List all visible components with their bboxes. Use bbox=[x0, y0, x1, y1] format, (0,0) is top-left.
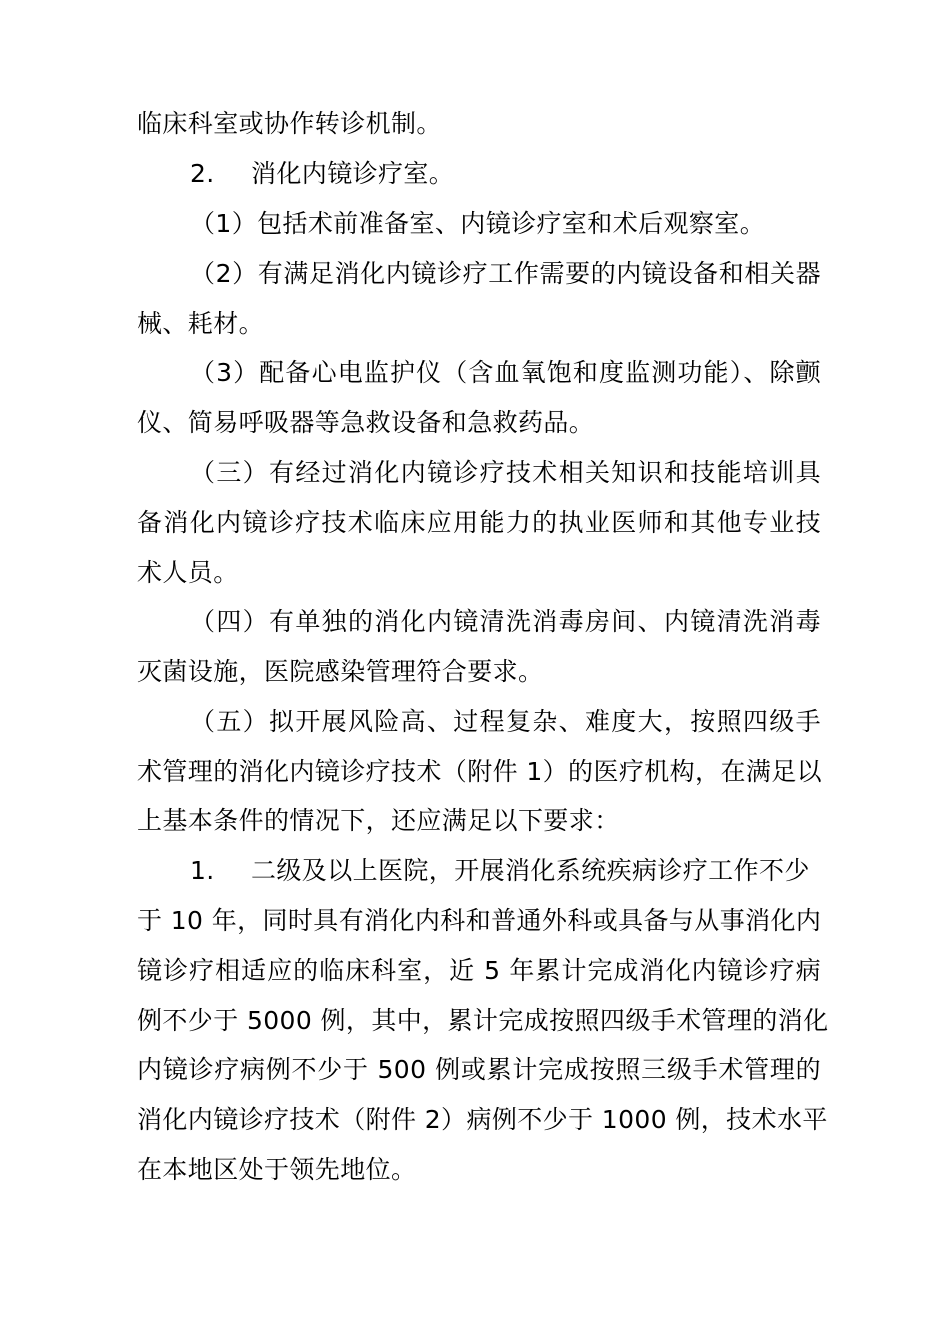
text-line-18: 镜诊疗相适应的临床科室，近 5 年累计完成消化内镜诊疗病 bbox=[137, 956, 821, 985]
text-line-19: 例不少于 5000 例，其中，累计完成按照四级手术管理的消化 bbox=[137, 1006, 829, 1035]
text-line-17: 于 10 年，同时具有消化内科和普通外科或具备与从事消化内 bbox=[137, 906, 822, 935]
text-line-10: 术人员。 bbox=[137, 558, 239, 587]
text-line-7: 仪、简易呼吸器等急救设备和急救药品。 bbox=[137, 408, 595, 437]
list-item-text: 消化内镜诊疗室。 bbox=[251, 159, 455, 188]
text-line-6: （3）配备心电监护仪（含血氧饱和度监测功能）、除颤 bbox=[190, 358, 821, 387]
text-line-22: 在本地区处于领先地位。 bbox=[137, 1155, 417, 1184]
list-item-1 bbox=[190, 853, 821, 889]
text-line-8: （三）有经过消化内镜诊疗技术相关知识和技能培训具 bbox=[190, 458, 821, 487]
text-line-14: 术管理的消化内镜诊疗技术（附件 1）的医疗机构，在满足以 bbox=[137, 757, 823, 786]
text-line-3: （1）包括术前准备室、内镜诊疗室和术后观察室。 bbox=[190, 209, 766, 238]
text-line-9: 备消化内镜诊疗技术临床应用能力的执业医师和其他专业技 bbox=[137, 508, 821, 537]
text-line-21: 消化内镜诊疗技术（附件 2）病例不少于 1000 例，技术水平 bbox=[137, 1105, 828, 1134]
text-line-12: 灭菌设施，医院感染管理符合要求。 bbox=[137, 657, 544, 686]
text-line-5: 械、耗材。 bbox=[137, 309, 265, 338]
text-line-1: 临床科室或协作转诊机制。 bbox=[137, 109, 442, 138]
list-number: 1. bbox=[190, 856, 215, 885]
list-item-text: 二级及以上医院，开展消化系统疾病诊疗工作不少 bbox=[251, 856, 810, 885]
text-line-4: （2）有满足消化内镜诊疗工作需要的内镜设备和相关器 bbox=[190, 259, 821, 288]
text-line-11: （四）有单独的消化内镜清洗消毒房间、内镜清洗消毒 bbox=[190, 607, 821, 636]
text-line-20: 内镜诊疗病例不少于 500 例或累计完成按照三级手术管理的 bbox=[137, 1055, 821, 1084]
list-item-2 bbox=[190, 156, 821, 192]
text-line-15: 上基本条件的情况下，还应满足以下要求： bbox=[137, 806, 620, 835]
text-line-13: （五）拟开展风险高、过程复杂、难度大，按照四级手 bbox=[190, 707, 821, 736]
list-number: 2. bbox=[190, 159, 215, 188]
